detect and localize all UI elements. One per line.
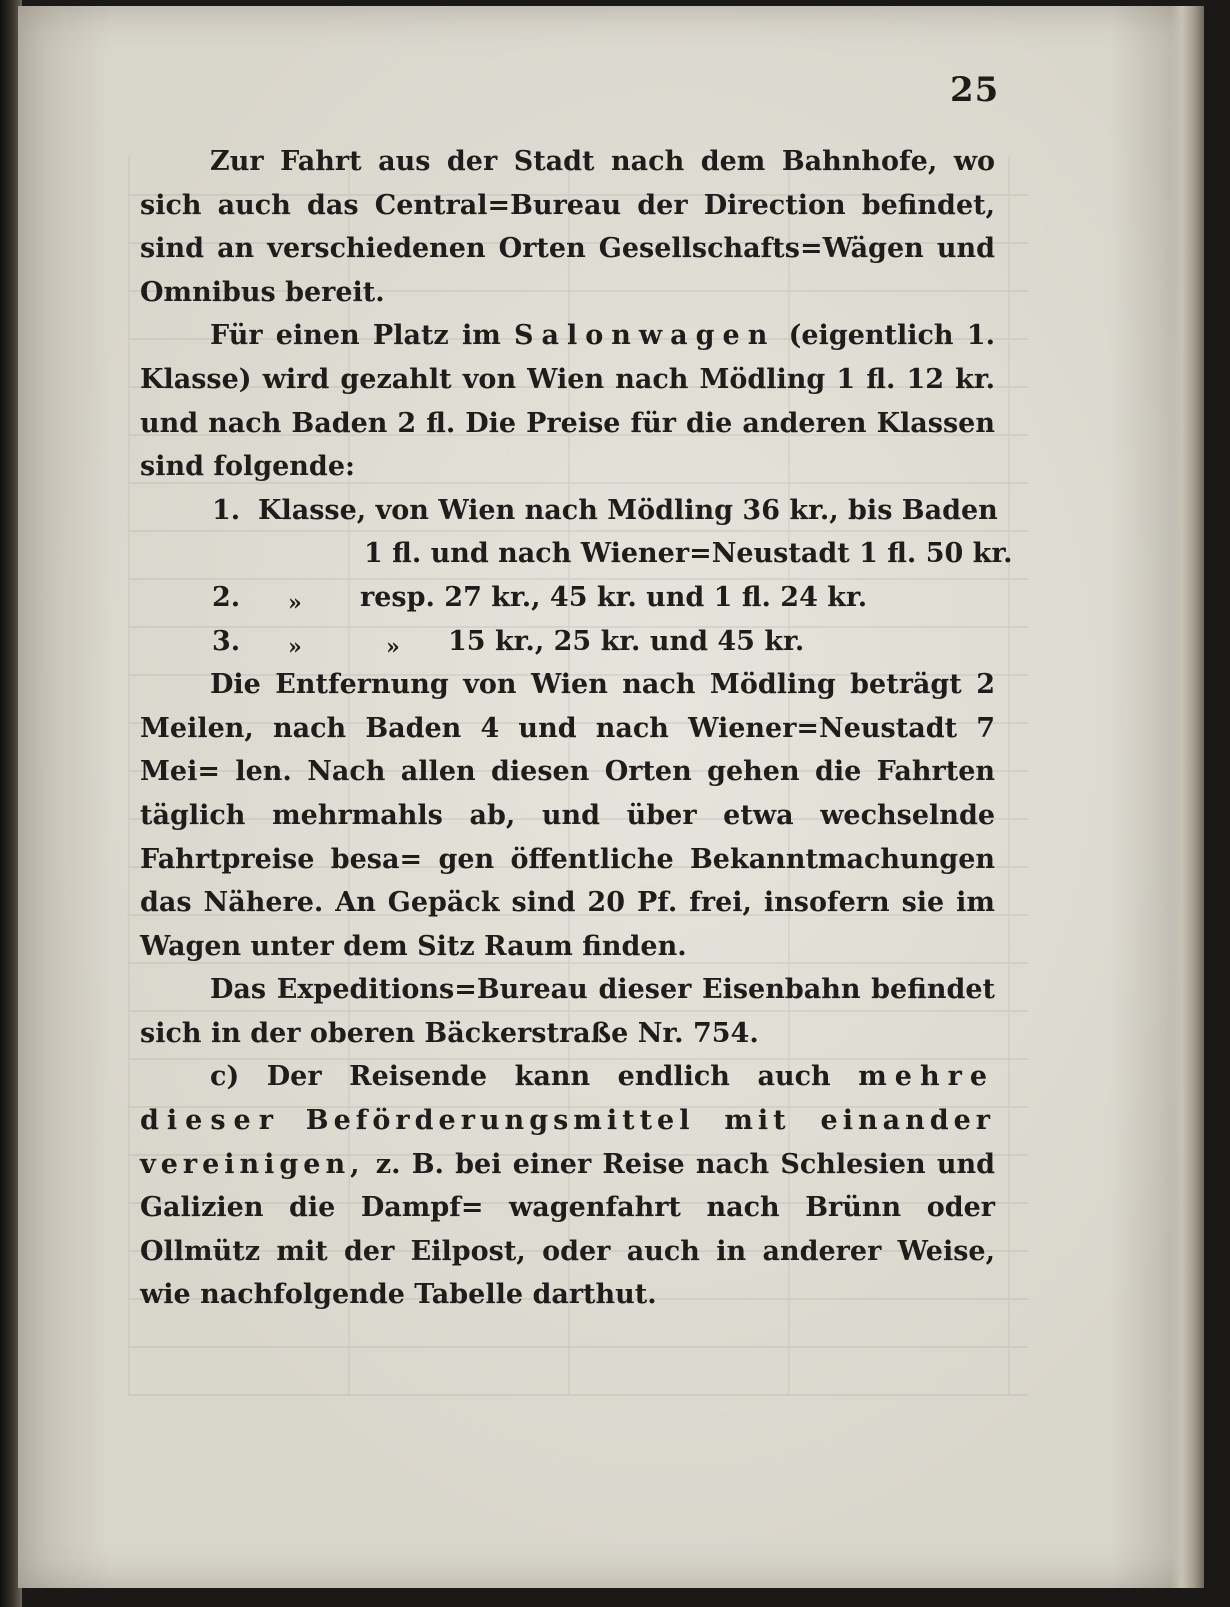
text-line: z. B. bei einer Reise nach Schlesien und Galizien die Dampf= bbox=[140, 1148, 995, 1224]
class-number: 1. bbox=[212, 494, 241, 526]
text-line: und nach Baden 2 fl. Die Preise für die anderen Klassen bbox=[140, 407, 995, 439]
ditto-mark: » bbox=[288, 589, 302, 616]
text-line: sich auch das Central=Bureau der Direction befindet, sind bbox=[140, 189, 995, 265]
text-line: bereit. bbox=[285, 276, 385, 308]
text-line: Klasse) wird gezahlt von Wien nach Mödling 1 fl. 12 kr. bbox=[140, 363, 995, 395]
paragraph-combination bbox=[140, 1055, 995, 1317]
paragraph-omnibus bbox=[140, 140, 995, 314]
class-row-3 bbox=[140, 620, 995, 664]
class-text: Klasse, von Wien nach Mödling 36 kr., bis Baden bbox=[258, 494, 998, 526]
class-text: resp. 27 kr., 45 kr. und 1 fl. 24 kr. bbox=[360, 581, 868, 613]
text-line: sind 20 Pf. frei, insofern sie im Wagen unter dem Sitz bbox=[140, 887, 995, 962]
text-line: in der oberen Bäckerstraße Nr. 754. bbox=[210, 1017, 759, 1049]
text-line: Meilen, nach Baden 4 und nach Wiener=Neustadt 7 Mei= bbox=[140, 712, 995, 788]
class-row-2 bbox=[140, 576, 995, 620]
body-text bbox=[140, 140, 1013, 1317]
class-number: 2. bbox=[212, 581, 241, 613]
class-price-list bbox=[140, 489, 1013, 663]
paragraph-distance bbox=[140, 663, 995, 968]
text-line: auch in anderer Weise, wie nachfolgende Tabelle darthut. bbox=[140, 1235, 995, 1311]
text-line: sind folgende: bbox=[140, 451, 355, 483]
text-line: Die Entfernung von Wien nach Mödling beträgt 2 bbox=[210, 669, 995, 701]
text-line: Das Expeditions=Bureau dieser Eisenbahn befindet sich bbox=[140, 974, 995, 1049]
page-right-edge bbox=[1170, 6, 1204, 1588]
text-line: an verschiedenen Orten Gesellschafts=Wägen und Omnibus bbox=[140, 233, 995, 308]
text-line: Für einen Platz im bbox=[210, 320, 515, 352]
class-row-1-continuation: 1 fl. und nach Wiener=Neustadt 1 fl. 50 kr. bbox=[364, 538, 1013, 570]
class-row-1 bbox=[140, 489, 998, 533]
page-number: 25 bbox=[950, 70, 1000, 110]
text-line: Zur Fahrt aus der Stadt nach dem Bahnhofe, wo bbox=[210, 146, 995, 177]
class-number: 3. bbox=[212, 625, 241, 657]
paragraph-prices bbox=[140, 314, 995, 488]
spaced-emphasis: Beförderungsmittel mit einander vereinigen, bbox=[140, 1105, 995, 1180]
ditto-mark: » bbox=[386, 633, 400, 660]
spaced-emphasis: Salonwagen bbox=[514, 320, 776, 352]
paragraph-expedition bbox=[140, 968, 995, 1055]
text-line: (eigentlich 1. bbox=[775, 320, 995, 352]
text-line: mehrmahls ab, und über etwa wechselnde Fahrtpreise besa= bbox=[140, 799, 996, 875]
text-line: gen öffentliche Bekanntmachungen das Nähere. An Gepäck bbox=[140, 843, 995, 919]
text-line: wagenfahrt nach Brünn oder Ollmütz mit der Eilpost, oder bbox=[140, 1192, 995, 1267]
ditto-mark: » bbox=[288, 633, 302, 660]
text-line: len. Nach allen diesen Orten gehen die Fahrten täglich bbox=[140, 756, 996, 831]
text-line: Raum finden. bbox=[484, 930, 687, 962]
class-text: 15 kr., 25 kr. und 45 kr. bbox=[448, 625, 805, 657]
text-line: c) Der Reisende kann endlich auch bbox=[210, 1061, 859, 1093]
spaced-emphasis: mehre dieser bbox=[140, 1061, 995, 1137]
